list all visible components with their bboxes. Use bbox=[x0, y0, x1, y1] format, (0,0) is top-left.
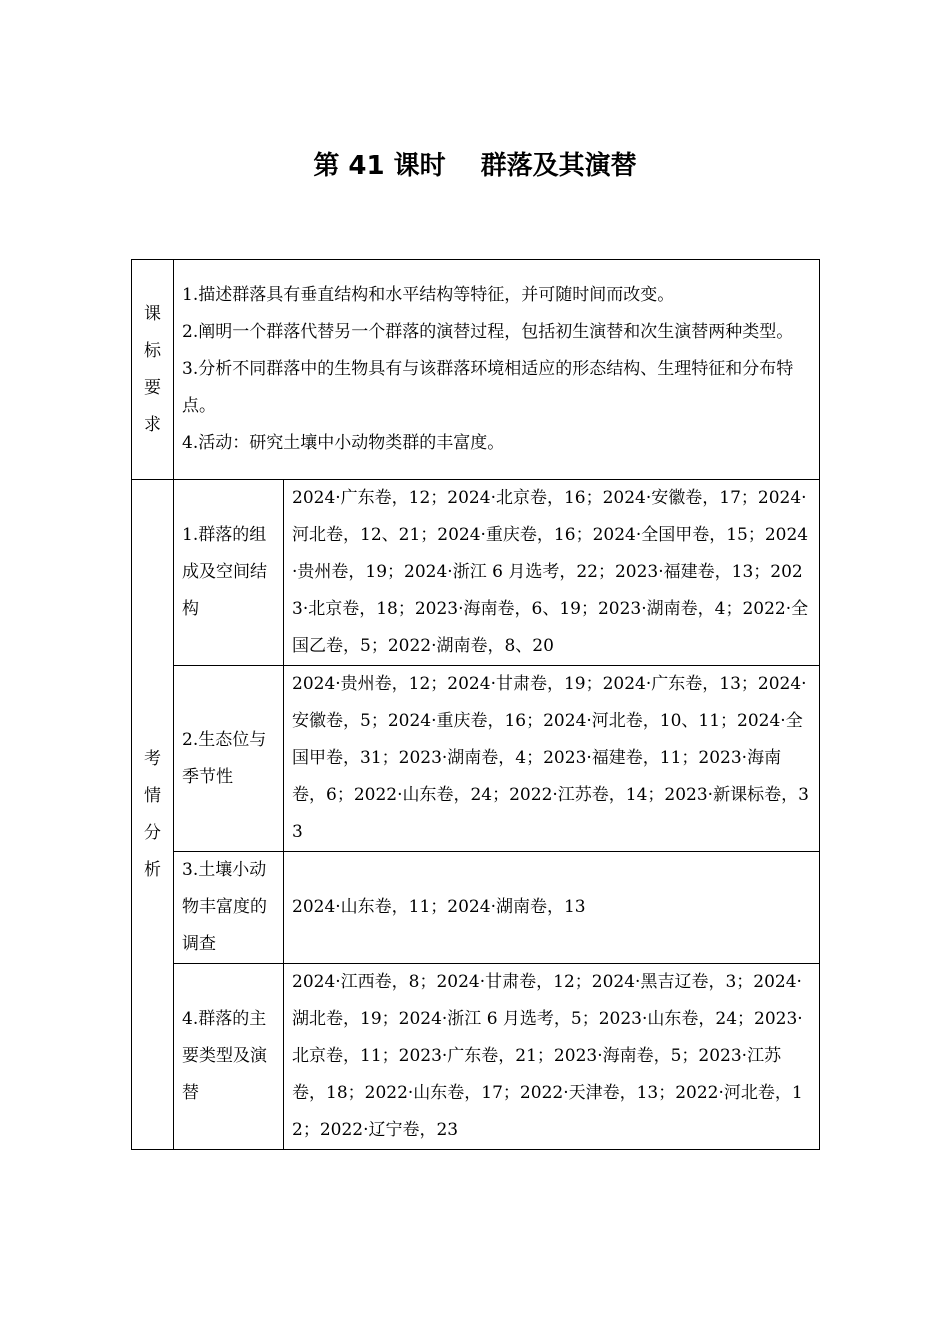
analysis-topic: 3.土壤小动物丰富度的调查 bbox=[174, 852, 284, 964]
analysis-row bbox=[132, 666, 820, 852]
curriculum-item: 4.活动：研究土壤中小动物类群的丰富度。 bbox=[182, 433, 505, 453]
curriculum-label-cell bbox=[132, 260, 174, 480]
analysis-row bbox=[132, 852, 820, 964]
analysis-row bbox=[132, 964, 820, 1150]
analysis-sources: 2024·山东卷，11；2024·湖南卷，13 bbox=[284, 852, 820, 964]
lesson-overview-table bbox=[131, 259, 820, 1150]
analysis-topic: 2.生态位与季节性 bbox=[174, 666, 284, 852]
analysis-row bbox=[132, 480, 820, 666]
analysis-label-cell bbox=[132, 480, 174, 1150]
page-title: 第 41 课时 群落及其演替 bbox=[313, 151, 637, 181]
curriculum-item: 2.阐明一个群落代替另一个群落的演替过程，包括初生演替和次生演替两种类型。 bbox=[182, 322, 794, 342]
curriculum-row bbox=[132, 260, 820, 480]
analysis-label: 考情分析 bbox=[144, 748, 161, 880]
analysis-sources: 2024·贵州卷，12；2024·甘肃卷，19；2024·广东卷，13；2024·安徽卷，5；2024·重庆卷，16；2024·河北卷，10、11；2024·全国甲卷，31；2023·湖南卷，4；2023·福建卷，11；2023·海南卷，6；2022·山东卷，24；2022·江苏卷，14；2023·新课标卷，33 bbox=[284, 666, 820, 852]
analysis-sources: 2024·江西卷，8；2024·甘肃卷，12；2024·黑吉辽卷，3；2024·湖北卷，19；2024·浙江 6 月选考，5；2023·山东卷，24；2023·北京卷，11；2023·广东卷，21；2023·海南卷，5；2023·江苏卷，18；2022·山东卷，17；2022·天津卷，13；2022·河北卷，12；2022·辽宁卷，23 bbox=[284, 964, 820, 1150]
analysis-sources: 2024·广东卷，12；2024·北京卷，16；2024·安徽卷，17；2024·河北卷，12、21；2024·重庆卷，16；2024·全国甲卷，15；2024·贵州卷，19；2024·浙江 6 月选考，22；2023·福建卷，13；2023·北京卷，18；2023·海南卷，6、19；2023·湖南卷，4；2022·全国乙卷，5；2022·湖南卷，8、20 bbox=[284, 480, 820, 666]
curriculum-item: 1.描述群落具有垂直结构和水平结构等特征，并可随时间而改变。 bbox=[182, 285, 675, 305]
analysis-topic: 4.群落的主要类型及演替 bbox=[174, 964, 284, 1150]
curriculum-item: 3.分析不同群落中的生物具有与该群落环境相适应的形态结构、生理特征和分布特点。 bbox=[182, 359, 794, 416]
curriculum-items-cell bbox=[174, 260, 820, 480]
analysis-topic: 1.群落的组成及空间结构 bbox=[174, 480, 284, 666]
curriculum-label: 课标要求 bbox=[144, 303, 161, 435]
